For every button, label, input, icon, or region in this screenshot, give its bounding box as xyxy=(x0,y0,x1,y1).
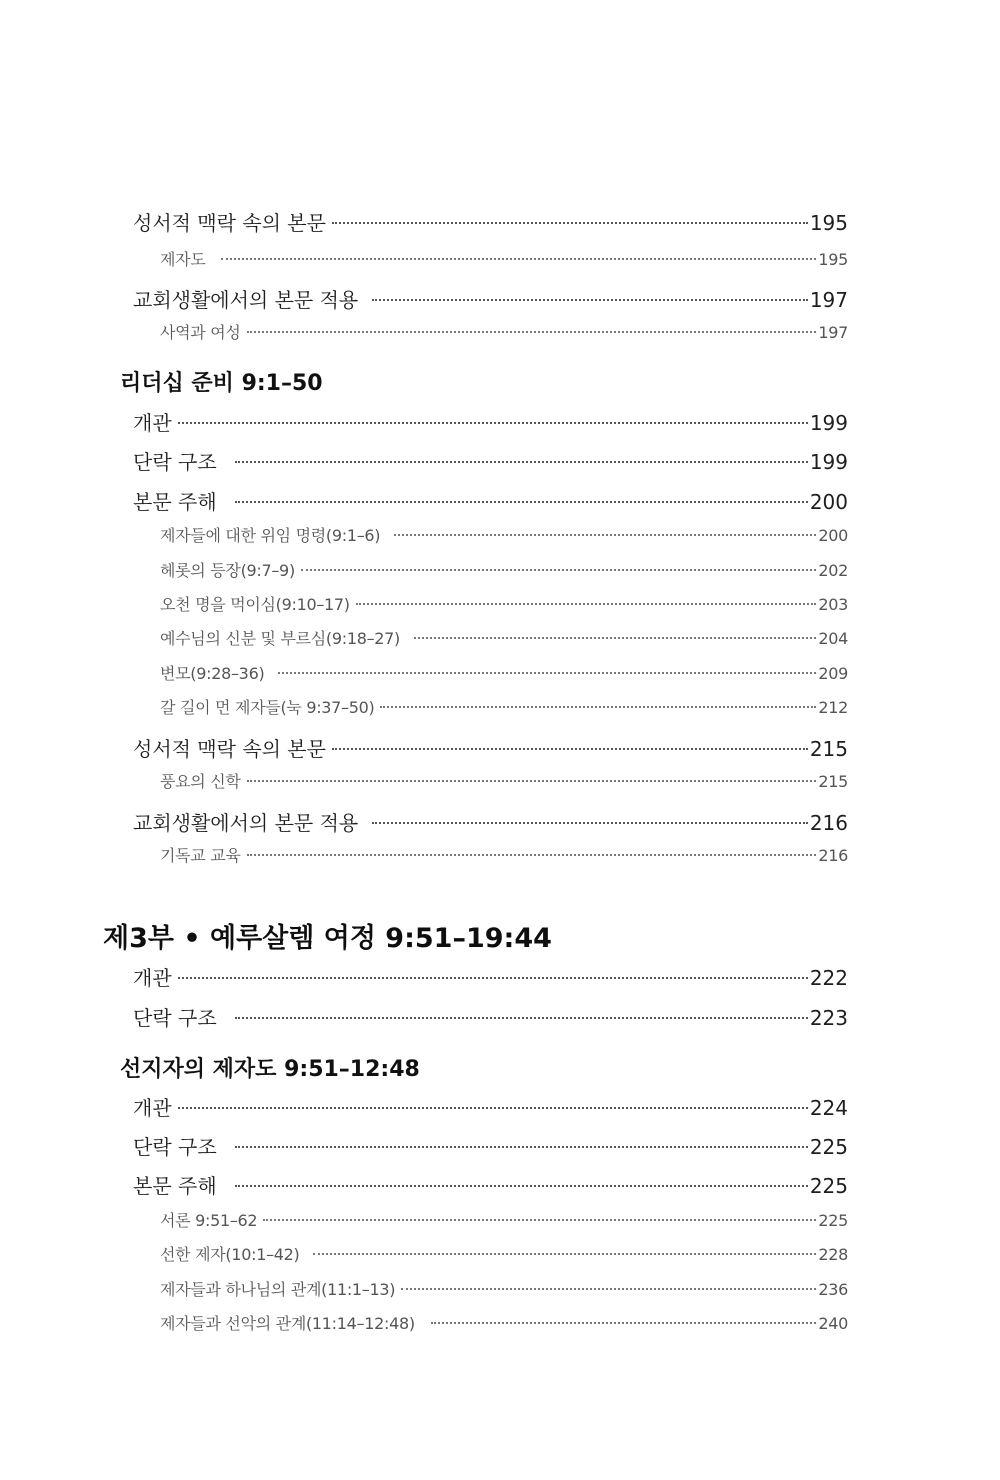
toc-subentry-title: 선한 제자(10:1–42) xyxy=(160,1245,300,1264)
dot-leader xyxy=(380,706,816,708)
toc-subentry-title: 갈 길이 먼 제자들(눅 9:37–50) xyxy=(160,698,375,717)
toc-entry[interactable] xyxy=(133,1131,848,1160)
dot-leader xyxy=(278,672,816,674)
toc-subentry-page: 195 xyxy=(818,250,848,269)
toc-entry[interactable] xyxy=(133,207,848,236)
toc-entry-title: 성서적 맥락 속의 본문 xyxy=(133,737,326,761)
toc-subentry-page: 228 xyxy=(818,1245,848,1264)
toc-subentry[interactable] xyxy=(160,843,848,866)
toc-subentry[interactable] xyxy=(160,592,848,615)
toc-subentry-page: 236 xyxy=(818,1280,848,1299)
section-heading-prophet: 선지자의 제자도 9:51–12:48 xyxy=(120,1057,420,1082)
toc-entry[interactable] xyxy=(133,407,848,436)
dot-leader xyxy=(431,1322,817,1324)
toc-subentry-title: 풍요의 신학 xyxy=(160,772,241,791)
toc-entry[interactable] xyxy=(133,1092,848,1121)
toc-entry-title: 본문 주해 xyxy=(133,490,217,514)
toc-subentry[interactable] xyxy=(160,769,848,792)
toc-subentry[interactable] xyxy=(160,1311,848,1334)
dot-leader xyxy=(247,780,817,782)
dot-leader xyxy=(235,1185,808,1187)
toc-entry-title: 단락 구조 xyxy=(133,450,217,474)
toc-entry-title: 교회생활에서의 본문 적용 xyxy=(133,288,359,312)
dot-leader xyxy=(235,1146,808,1148)
toc-entry-page: 225 xyxy=(809,1135,848,1159)
toc-subentry[interactable] xyxy=(160,695,848,718)
toc-entry[interactable] xyxy=(133,962,848,991)
toc-subentry-page: 212 xyxy=(818,698,848,717)
part-heading-3: 제3부 • 예루살렘 여정 9:51–19:44 xyxy=(103,923,552,954)
toc-subentry[interactable] xyxy=(160,247,848,270)
toc-subentry-title: 오천 명을 먹이심(9:10–17) xyxy=(160,595,350,614)
toc-subentry-page: 225 xyxy=(818,1211,848,1230)
toc-subentry-page: 203 xyxy=(818,595,848,614)
toc-subentry[interactable] xyxy=(160,1208,848,1231)
toc-subentry[interactable] xyxy=(160,1242,848,1265)
dot-leader xyxy=(247,331,817,333)
toc-subentry[interactable] xyxy=(160,626,848,649)
toc-entry[interactable] xyxy=(133,733,848,762)
dot-leader xyxy=(247,854,817,856)
toc-subentry-title: 제자들에 대한 위임 명령(9:1–6) xyxy=(160,526,381,545)
toc-subentry-title: 제자들과 하나님의 관계(11:1–13) xyxy=(160,1280,396,1299)
toc-subentry-page: 204 xyxy=(818,629,848,648)
toc-entry-page: 222 xyxy=(809,966,848,990)
dot-leader xyxy=(263,1219,816,1221)
toc-entry-page: 216 xyxy=(809,811,848,835)
toc-entry-title: 개관 xyxy=(133,411,172,435)
toc-subentry[interactable] xyxy=(160,320,848,343)
toc-subentry-title: 헤롯의 등장(9:7–9) xyxy=(160,561,295,580)
toc-entry[interactable] xyxy=(133,284,848,313)
toc-subentry-page: 200 xyxy=(818,526,848,545)
toc-subentry-page: 202 xyxy=(818,561,848,580)
toc-entry-page: 200 xyxy=(809,490,848,514)
toc-subentry-page: 197 xyxy=(818,323,848,342)
toc-subentry-page: 209 xyxy=(818,664,848,683)
dot-leader xyxy=(221,258,816,260)
dot-leader xyxy=(332,748,808,750)
toc-subentry-page: 215 xyxy=(818,772,848,791)
toc-entry-page: 195 xyxy=(809,211,848,235)
toc-subentry-title: 기독교 교육 xyxy=(160,846,241,865)
toc-entry-title: 개관 xyxy=(133,966,172,990)
dot-leader xyxy=(313,1253,816,1255)
toc-entry-page: 199 xyxy=(809,411,848,435)
toc-entry-title: 단락 구조 xyxy=(133,1135,217,1159)
toc-entry-page: 223 xyxy=(809,1006,848,1030)
toc-subentry-title: 제자도 xyxy=(160,250,206,269)
toc-subentry-title: 서론 9:51–62 xyxy=(160,1211,258,1230)
toc-entry-page: 225 xyxy=(809,1174,848,1198)
dot-leader xyxy=(235,461,808,463)
toc-entry-title: 본문 주해 xyxy=(133,1174,217,1198)
toc-subentry[interactable] xyxy=(160,661,848,684)
toc-subentry-page: 240 xyxy=(818,1314,848,1333)
toc-entry-title: 교회생활에서의 본문 적용 xyxy=(133,811,359,835)
toc-entry-page: 199 xyxy=(809,450,848,474)
toc-entry-title: 단락 구조 xyxy=(133,1006,217,1030)
dot-leader xyxy=(394,534,816,536)
dot-leader xyxy=(235,1017,808,1019)
dot-leader xyxy=(332,222,808,224)
dot-leader xyxy=(178,977,808,979)
dot-leader xyxy=(401,1288,816,1290)
dot-leader xyxy=(235,501,808,503)
dot-leader xyxy=(178,422,808,424)
dot-leader xyxy=(178,1107,808,1109)
toc-subentry-title: 예수님의 신분 및 부르심(9:18–27) xyxy=(160,629,400,648)
toc-subentry-page: 216 xyxy=(818,846,848,865)
toc-subentry[interactable] xyxy=(160,1277,848,1300)
toc-subentry-title: 사역과 여성 xyxy=(160,323,241,342)
toc-subentry[interactable] xyxy=(160,523,848,546)
toc-entry[interactable] xyxy=(133,807,848,836)
toc-subentry[interactable] xyxy=(160,558,848,581)
toc-entry-title: 개관 xyxy=(133,1096,172,1120)
toc-subentry-title: 제자들과 선악의 관계(11:14–12:48) xyxy=(160,1314,415,1333)
toc-entry[interactable] xyxy=(133,1002,848,1031)
toc-entry-page: 215 xyxy=(809,737,848,761)
section-heading-leadership: 리더십 준비 9:1–50 xyxy=(120,371,323,396)
dot-leader xyxy=(356,603,817,605)
toc-entry-page: 224 xyxy=(809,1096,848,1120)
toc-subentry-title: 변모(9:28–36) xyxy=(160,664,265,683)
dot-leader xyxy=(372,299,808,301)
toc-entry-title: 성서적 맥락 속의 본문 xyxy=(133,211,326,235)
toc-entry[interactable] xyxy=(133,486,848,515)
dot-leader xyxy=(372,822,808,824)
dot-leader xyxy=(414,637,816,639)
toc-entry[interactable] xyxy=(133,1170,848,1199)
toc-entry[interactable] xyxy=(133,446,848,475)
toc-entry-page: 197 xyxy=(809,288,848,312)
dot-leader xyxy=(301,569,816,571)
